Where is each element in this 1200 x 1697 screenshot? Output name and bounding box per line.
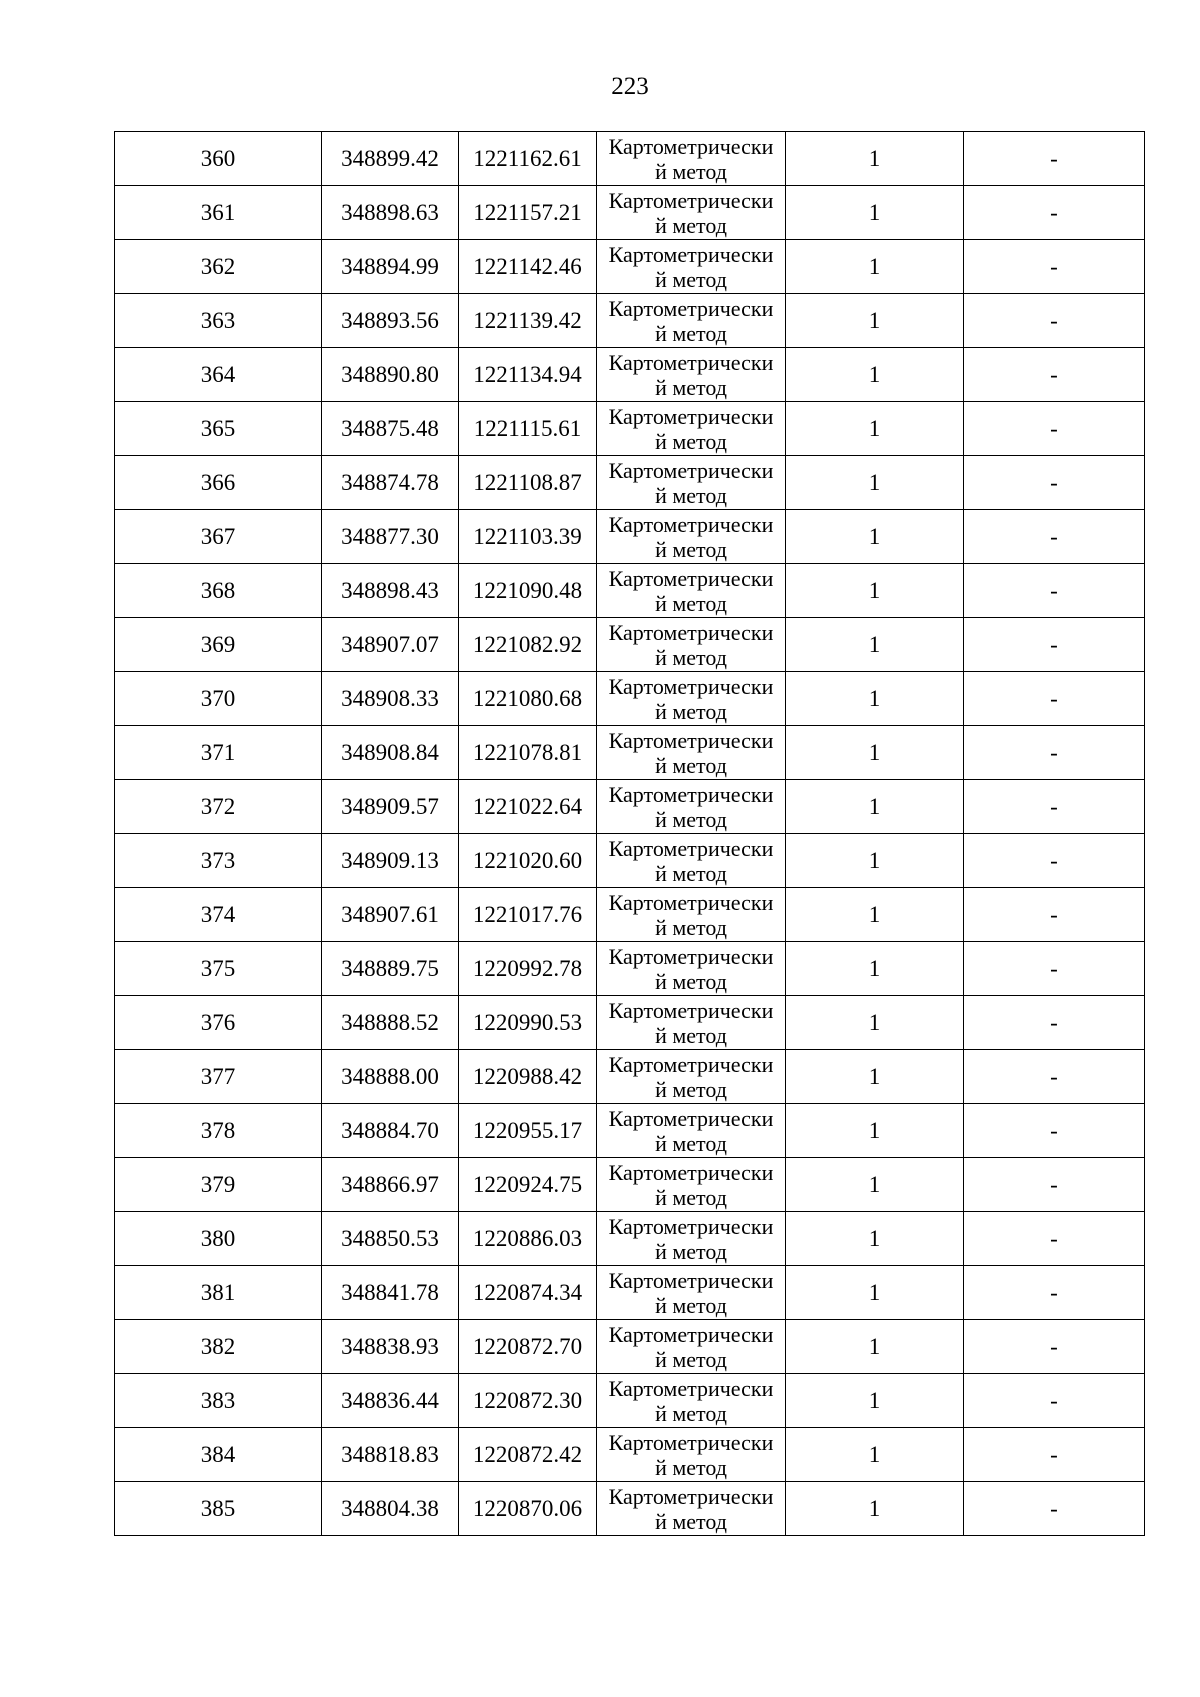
- y-coordinate-cell: 1220955.17: [459, 1104, 597, 1158]
- method-cell: [597, 186, 786, 240]
- accuracy-cell: 1: [786, 240, 964, 294]
- method-line-2: й метод: [655, 644, 727, 670]
- method-cell: [597, 942, 786, 996]
- method-line-2: й метод: [655, 1454, 727, 1480]
- y-coordinate-cell: 1220872.30: [459, 1374, 597, 1428]
- method-line-2: й метод: [655, 374, 727, 400]
- table-row: [115, 1050, 1145, 1104]
- note-cell: -: [964, 402, 1145, 456]
- accuracy-cell: 1: [786, 1320, 964, 1374]
- x-coordinate-cell: 348898.63: [322, 186, 459, 240]
- x-coordinate-cell: 348850.53: [322, 1212, 459, 1266]
- table-row: [115, 1266, 1145, 1320]
- table-row: [115, 510, 1145, 564]
- note-cell: -: [964, 726, 1145, 780]
- x-coordinate-cell: 348804.38: [322, 1482, 459, 1536]
- accuracy-cell: 1: [786, 1212, 964, 1266]
- method-line-2: й метод: [655, 1238, 727, 1264]
- method-line-2: й метод: [655, 1076, 727, 1102]
- method-line-1: Картометрически: [608, 835, 774, 861]
- method-line-2: й метод: [655, 1130, 727, 1156]
- point-number-cell: 377: [115, 1050, 322, 1104]
- accuracy-cell: 1: [786, 294, 964, 348]
- point-number-cell: 374: [115, 888, 322, 942]
- method-cell: [597, 672, 786, 726]
- point-number-cell: 385: [115, 1482, 322, 1536]
- method-line-1: Картометрически: [608, 1213, 774, 1239]
- table-row: [115, 186, 1145, 240]
- y-coordinate-cell: 1220886.03: [459, 1212, 597, 1266]
- y-coordinate-cell: 1221078.81: [459, 726, 597, 780]
- method-line-1: Картометрически: [608, 403, 774, 429]
- note-cell: -: [964, 510, 1145, 564]
- method-line-1: Картометрически: [608, 673, 774, 699]
- table-row: [115, 1428, 1145, 1482]
- x-coordinate-cell: 348889.75: [322, 942, 459, 996]
- method-line-2: й метод: [655, 914, 727, 940]
- y-coordinate-cell: 1220990.53: [459, 996, 597, 1050]
- table-row: [115, 618, 1145, 672]
- accuracy-cell: 1: [786, 1374, 964, 1428]
- table-row: [115, 1212, 1145, 1266]
- method-line-2: й метод: [655, 266, 727, 292]
- method-line-1: Картометрически: [608, 997, 774, 1023]
- method-line-2: й метод: [655, 1292, 727, 1318]
- method-line-1: Картометрически: [608, 1321, 774, 1347]
- y-coordinate-cell: 1221134.94: [459, 348, 597, 402]
- table-row: [115, 402, 1145, 456]
- accuracy-cell: 1: [786, 564, 964, 618]
- point-number-cell: 381: [115, 1266, 322, 1320]
- method-line-2: й метод: [655, 860, 727, 886]
- accuracy-cell: 1: [786, 348, 964, 402]
- point-number-cell: 364: [115, 348, 322, 402]
- accuracy-cell: 1: [786, 402, 964, 456]
- method-cell: [597, 1050, 786, 1104]
- method-cell: [597, 780, 786, 834]
- method-cell: [597, 348, 786, 402]
- accuracy-cell: 1: [786, 726, 964, 780]
- method-line-1: Картометрически: [608, 889, 774, 915]
- accuracy-cell: 1: [786, 1428, 964, 1482]
- point-number-cell: 380: [115, 1212, 322, 1266]
- x-coordinate-cell: 348888.00: [322, 1050, 459, 1104]
- method-cell: [597, 888, 786, 942]
- note-cell: -: [964, 834, 1145, 888]
- method-cell: [597, 618, 786, 672]
- x-coordinate-cell: 348909.13: [322, 834, 459, 888]
- method-line-2: й метод: [655, 1346, 727, 1372]
- note-cell: -: [964, 1212, 1145, 1266]
- method-line-2: й метод: [655, 1400, 727, 1426]
- method-cell: [597, 402, 786, 456]
- method-line-2: й метод: [655, 1022, 727, 1048]
- note-cell: -: [964, 618, 1145, 672]
- y-coordinate-cell: 1221139.42: [459, 294, 597, 348]
- method-line-2: й метод: [655, 212, 727, 238]
- y-coordinate-cell: 1220870.06: [459, 1482, 597, 1536]
- table-row: [115, 888, 1145, 942]
- x-coordinate-cell: 348907.07: [322, 618, 459, 672]
- point-number-cell: 382: [115, 1320, 322, 1374]
- x-coordinate-cell: 348818.83: [322, 1428, 459, 1482]
- coordinates-table-body: [115, 132, 1145, 1536]
- method-line-1: Картометрически: [608, 1429, 774, 1455]
- x-coordinate-cell: 348874.78: [322, 456, 459, 510]
- method-cell: [597, 510, 786, 564]
- note-cell: -: [964, 780, 1145, 834]
- table-row: [115, 132, 1145, 186]
- method-line-2: й метод: [655, 482, 727, 508]
- x-coordinate-cell: 348894.99: [322, 240, 459, 294]
- method-line-1: Картометрически: [608, 619, 774, 645]
- method-cell: [597, 1104, 786, 1158]
- table-row: [115, 942, 1145, 996]
- method-line-1: Картометрически: [608, 511, 774, 537]
- accuracy-cell: 1: [786, 996, 964, 1050]
- note-cell: -: [964, 1104, 1145, 1158]
- accuracy-cell: 1: [786, 1266, 964, 1320]
- accuracy-cell: 1: [786, 456, 964, 510]
- method-line-2: й метод: [655, 1508, 727, 1534]
- table-row: [115, 456, 1145, 510]
- method-cell: [597, 564, 786, 618]
- method-cell: [597, 240, 786, 294]
- x-coordinate-cell: 348908.33: [322, 672, 459, 726]
- method-cell: [597, 1428, 786, 1482]
- method-line-1: Картометрически: [608, 349, 774, 375]
- note-cell: -: [964, 240, 1145, 294]
- method-line-1: Картометрически: [608, 943, 774, 969]
- x-coordinate-cell: 348841.78: [322, 1266, 459, 1320]
- x-coordinate-cell: 348909.57: [322, 780, 459, 834]
- y-coordinate-cell: 1220872.42: [459, 1428, 597, 1482]
- y-coordinate-cell: 1221017.76: [459, 888, 597, 942]
- point-number-cell: 366: [115, 456, 322, 510]
- method-line-1: Картометрически: [608, 1051, 774, 1077]
- point-number-cell: 360: [115, 132, 322, 186]
- x-coordinate-cell: 348877.30: [322, 510, 459, 564]
- method-line-2: й метод: [655, 590, 727, 616]
- x-coordinate-cell: 348838.93: [322, 1320, 459, 1374]
- y-coordinate-cell: 1221108.87: [459, 456, 597, 510]
- table-row: [115, 294, 1145, 348]
- method-line-1: Картометрически: [608, 1105, 774, 1131]
- y-coordinate-cell: 1221082.92: [459, 618, 597, 672]
- accuracy-cell: 1: [786, 1050, 964, 1104]
- table-row: [115, 726, 1145, 780]
- method-line-2: й метод: [655, 428, 727, 454]
- method-line-2: й метод: [655, 320, 727, 346]
- method-line-1: Картометрически: [608, 295, 774, 321]
- note-cell: -: [964, 1266, 1145, 1320]
- accuracy-cell: 1: [786, 186, 964, 240]
- note-cell: -: [964, 1320, 1145, 1374]
- point-number-cell: 379: [115, 1158, 322, 1212]
- accuracy-cell: 1: [786, 1104, 964, 1158]
- point-number-cell: 362: [115, 240, 322, 294]
- point-number-cell: 378: [115, 1104, 322, 1158]
- point-number-cell: 383: [115, 1374, 322, 1428]
- x-coordinate-cell: 348899.42: [322, 132, 459, 186]
- y-coordinate-cell: 1220872.70: [459, 1320, 597, 1374]
- note-cell: -: [964, 186, 1145, 240]
- x-coordinate-cell: 348907.61: [322, 888, 459, 942]
- method-line-1: Картометрически: [608, 1159, 774, 1185]
- method-line-1: Картометрически: [608, 1267, 774, 1293]
- note-cell: -: [964, 456, 1145, 510]
- y-coordinate-cell: 1221142.46: [459, 240, 597, 294]
- table-row: [115, 348, 1145, 402]
- x-coordinate-cell: 348893.56: [322, 294, 459, 348]
- accuracy-cell: 1: [786, 780, 964, 834]
- note-cell: -: [964, 672, 1145, 726]
- method-line-1: Картометрически: [608, 133, 774, 159]
- x-coordinate-cell: 348890.80: [322, 348, 459, 402]
- point-number-cell: 368: [115, 564, 322, 618]
- coordinates-table: [114, 131, 1145, 1536]
- accuracy-cell: 1: [786, 618, 964, 672]
- accuracy-cell: 1: [786, 1158, 964, 1212]
- point-number-cell: 384: [115, 1428, 322, 1482]
- x-coordinate-cell: 348875.48: [322, 402, 459, 456]
- point-number-cell: 372: [115, 780, 322, 834]
- method-line-1: Картометрически: [608, 727, 774, 753]
- method-line-2: й метод: [655, 698, 727, 724]
- y-coordinate-cell: 1221022.64: [459, 780, 597, 834]
- method-line-2: й метод: [655, 752, 727, 778]
- method-line-1: Картометрически: [608, 565, 774, 591]
- table-row: [115, 1482, 1145, 1536]
- method-line-2: й метод: [655, 536, 727, 562]
- note-cell: -: [964, 1374, 1145, 1428]
- y-coordinate-cell: 1221157.21: [459, 186, 597, 240]
- note-cell: -: [964, 294, 1145, 348]
- y-coordinate-cell: 1221020.60: [459, 834, 597, 888]
- note-cell: -: [964, 564, 1145, 618]
- note-cell: -: [964, 888, 1145, 942]
- method-cell: [597, 132, 786, 186]
- point-number-cell: 373: [115, 834, 322, 888]
- y-coordinate-cell: 1220988.42: [459, 1050, 597, 1104]
- y-coordinate-cell: 1220992.78: [459, 942, 597, 996]
- method-line-2: й метод: [655, 1184, 727, 1210]
- y-coordinate-cell: 1221115.61: [459, 402, 597, 456]
- method-cell: [597, 834, 786, 888]
- x-coordinate-cell: 348884.70: [322, 1104, 459, 1158]
- point-number-cell: 365: [115, 402, 322, 456]
- point-number-cell: 367: [115, 510, 322, 564]
- note-cell: -: [964, 1050, 1145, 1104]
- accuracy-cell: 1: [786, 888, 964, 942]
- method-cell: [597, 726, 786, 780]
- method-cell: [597, 456, 786, 510]
- x-coordinate-cell: 348866.97: [322, 1158, 459, 1212]
- method-cell: [597, 996, 786, 1050]
- x-coordinate-cell: 348888.52: [322, 996, 459, 1050]
- y-coordinate-cell: 1221162.61: [459, 132, 597, 186]
- table-row: [115, 1104, 1145, 1158]
- method-line-2: й метод: [655, 806, 727, 832]
- accuracy-cell: 1: [786, 942, 964, 996]
- table-row: [115, 240, 1145, 294]
- accuracy-cell: 1: [786, 672, 964, 726]
- method-cell: [597, 1212, 786, 1266]
- accuracy-cell: 1: [786, 834, 964, 888]
- note-cell: -: [964, 132, 1145, 186]
- y-coordinate-cell: 1220874.34: [459, 1266, 597, 1320]
- method-cell: [597, 1374, 786, 1428]
- table-row: [115, 780, 1145, 834]
- method-line-1: Картометрически: [608, 457, 774, 483]
- point-number-cell: 371: [115, 726, 322, 780]
- method-cell: [597, 1482, 786, 1536]
- method-line-1: Картометрически: [608, 1483, 774, 1509]
- accuracy-cell: 1: [786, 1482, 964, 1536]
- point-number-cell: 375: [115, 942, 322, 996]
- table-row: [115, 1158, 1145, 1212]
- method-line-1: Картометрически: [608, 1375, 774, 1401]
- table-row: [115, 834, 1145, 888]
- note-cell: -: [964, 996, 1145, 1050]
- method-cell: [597, 1158, 786, 1212]
- y-coordinate-cell: 1221090.48: [459, 564, 597, 618]
- x-coordinate-cell: 348836.44: [322, 1374, 459, 1428]
- page-number: 223: [611, 73, 649, 100]
- accuracy-cell: 1: [786, 132, 964, 186]
- note-cell: -: [964, 1428, 1145, 1482]
- point-number-cell: 361: [115, 186, 322, 240]
- y-coordinate-cell: 1220924.75: [459, 1158, 597, 1212]
- method-line-1: Картометрически: [608, 241, 774, 267]
- method-line-2: й метод: [655, 158, 727, 184]
- method-line-1: Картометрически: [608, 781, 774, 807]
- accuracy-cell: 1: [786, 510, 964, 564]
- note-cell: -: [964, 942, 1145, 996]
- x-coordinate-cell: 348908.84: [322, 726, 459, 780]
- method-line-2: й метод: [655, 968, 727, 994]
- table-row: [115, 1320, 1145, 1374]
- note-cell: -: [964, 1482, 1145, 1536]
- y-coordinate-cell: 1221103.39: [459, 510, 597, 564]
- method-cell: [597, 1320, 786, 1374]
- table-row: [115, 1374, 1145, 1428]
- point-number-cell: 370: [115, 672, 322, 726]
- y-coordinate-cell: 1221080.68: [459, 672, 597, 726]
- method-line-1: Картометрически: [608, 187, 774, 213]
- note-cell: -: [964, 1158, 1145, 1212]
- method-cell: [597, 294, 786, 348]
- point-number-cell: 363: [115, 294, 322, 348]
- table-row: [115, 564, 1145, 618]
- point-number-cell: 376: [115, 996, 322, 1050]
- table-row: [115, 672, 1145, 726]
- table-row: [115, 996, 1145, 1050]
- method-cell: [597, 1266, 786, 1320]
- x-coordinate-cell: 348898.43: [322, 564, 459, 618]
- note-cell: -: [964, 348, 1145, 402]
- point-number-cell: 369: [115, 618, 322, 672]
